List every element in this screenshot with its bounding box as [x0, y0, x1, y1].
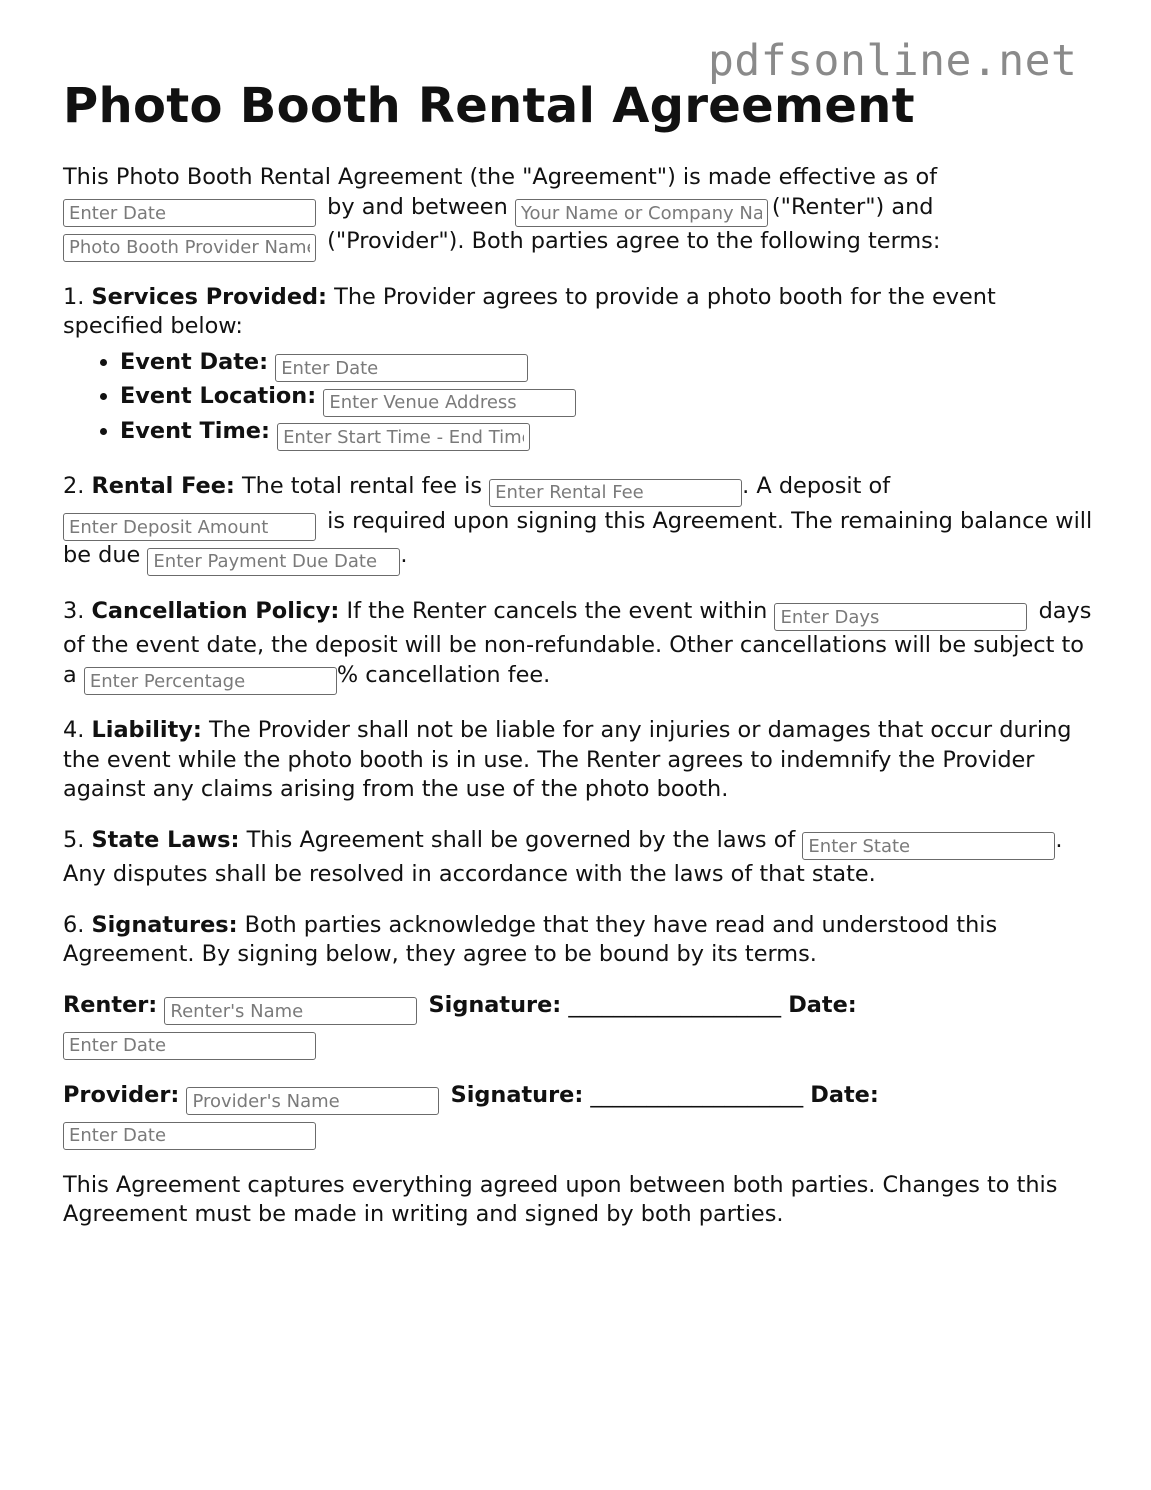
- section-text: The Provider agrees to provide a photo booth for the event specified below:: [63, 283, 996, 339]
- renter-signature-line[interactable]: ___________________: [568, 991, 782, 1018]
- section-text: The Provider shall not be liable for any injuries or damages that occur during the event while the photo booth is in use. The Renter agrees to indemnify the Provider against any claims arising from the use of the photo booth.: [63, 717, 1072, 802]
- intro-text: ("Provider"). Both parties agree to the following terms:: [327, 228, 941, 254]
- section-text: If the Renter cancels the event within: [346, 597, 768, 624]
- section-text: days of the event date, the deposit will be non-refundable. Other cancellations will be subject to a: [63, 597, 1092, 688]
- event-time-label: Event Time:: [120, 417, 270, 444]
- section-liability: [63, 716, 1103, 805]
- signature-label: Signature:: [428, 991, 562, 1018]
- section-text: Both parties acknowledge that they have read and understood this Agreement. By signing below, they agree to be bound by its terms.: [63, 911, 998, 967]
- section-state-laws: [63, 826, 1103, 890]
- provider-signature-date-field[interactable]: [63, 1122, 316, 1150]
- section-text: . Any disputes shall be resolved in accordance with the laws of that state.: [63, 826, 1063, 887]
- section-text: This Agreement shall be governed by the laws of: [246, 826, 796, 853]
- event-time-field[interactable]: [277, 423, 530, 451]
- provider-signature-block: [63, 1081, 1103, 1150]
- renter-signature-date-field[interactable]: [63, 1032, 316, 1060]
- list-item: [120, 382, 1103, 417]
- section-signatures: [63, 911, 1103, 970]
- watermark: pdfsonline.net: [708, 36, 1078, 86]
- section-cancellation: [63, 597, 1103, 696]
- section-heading: Services Provided:: [91, 283, 328, 310]
- event-details-list: [63, 348, 1103, 452]
- governing-state-field[interactable]: [802, 832, 1055, 860]
- list-item: [120, 348, 1103, 383]
- provider-name-field[interactable]: [63, 234, 316, 262]
- section-heading: Rental Fee:: [91, 473, 235, 499]
- provider-signature-name-field[interactable]: [186, 1087, 439, 1115]
- section-number: 3.: [63, 597, 85, 624]
- section-heading: Liability:: [91, 717, 202, 743]
- intro-text: ("Renter") and: [771, 193, 934, 220]
- section-text: .: [400, 542, 408, 568]
- section-rental-fee: [63, 472, 1103, 576]
- section-text: % cancellation fee.: [336, 661, 551, 688]
- renter-name-field[interactable]: [515, 199, 768, 227]
- section-heading: State Laws:: [91, 826, 240, 853]
- event-location-field[interactable]: [323, 389, 576, 417]
- closing-paragraph: This Agreement captures everything agreed upon between both parties. Changes to this Agreement must be made in writing and signed by both parties.: [63, 1171, 1058, 1227]
- section-heading: Cancellation Policy:: [91, 597, 340, 624]
- event-date-field[interactable]: [275, 354, 528, 382]
- list-item: [120, 417, 1103, 452]
- intro-paragraph: [63, 163, 1103, 262]
- deposit-amount-field[interactable]: [63, 513, 316, 541]
- section-text: The total rental fee is: [242, 473, 483, 499]
- signature-label: Signature:: [450, 1081, 584, 1108]
- section-number: 6.: [63, 911, 85, 938]
- section-number: 5.: [63, 826, 85, 853]
- payment-due-date-field[interactable]: [147, 548, 400, 576]
- intro-text: by and between: [327, 193, 508, 220]
- cancellation-percentage-field[interactable]: [84, 667, 337, 695]
- provider-signature-line[interactable]: ___________________: [590, 1081, 804, 1108]
- provider-label: Provider:: [63, 1081, 180, 1108]
- intro-text: This Photo Booth Rental Agreement (the "Agreement") is made effective as of: [63, 164, 938, 190]
- section-heading: Signatures:: [91, 911, 238, 938]
- event-date-label: Event Date:: [120, 348, 269, 375]
- page-title: Photo Booth Rental Agreement: [63, 78, 915, 134]
- date-label: Date:: [810, 1081, 879, 1108]
- section-number: 1.: [63, 283, 85, 310]
- cancellation-days-field[interactable]: [774, 603, 1027, 631]
- section-services: [63, 283, 1103, 342]
- renter-label: Renter:: [63, 991, 158, 1018]
- rental-fee-field[interactable]: [489, 479, 742, 507]
- effective-date-field[interactable]: [63, 199, 316, 227]
- renter-signature-name-field[interactable]: [164, 997, 417, 1025]
- section-text: . A deposit of: [742, 473, 891, 499]
- section-number: 4.: [63, 717, 85, 743]
- event-location-label: Event Location:: [120, 383, 317, 409]
- section-text: is required upon signing this Agreement. The remaining balance will be due: [63, 507, 1093, 568]
- section-number: 2.: [63, 473, 85, 499]
- date-label: Date:: [788, 991, 857, 1018]
- agreement-body: [63, 163, 1103, 1230]
- renter-signature-block: [63, 991, 1103, 1060]
